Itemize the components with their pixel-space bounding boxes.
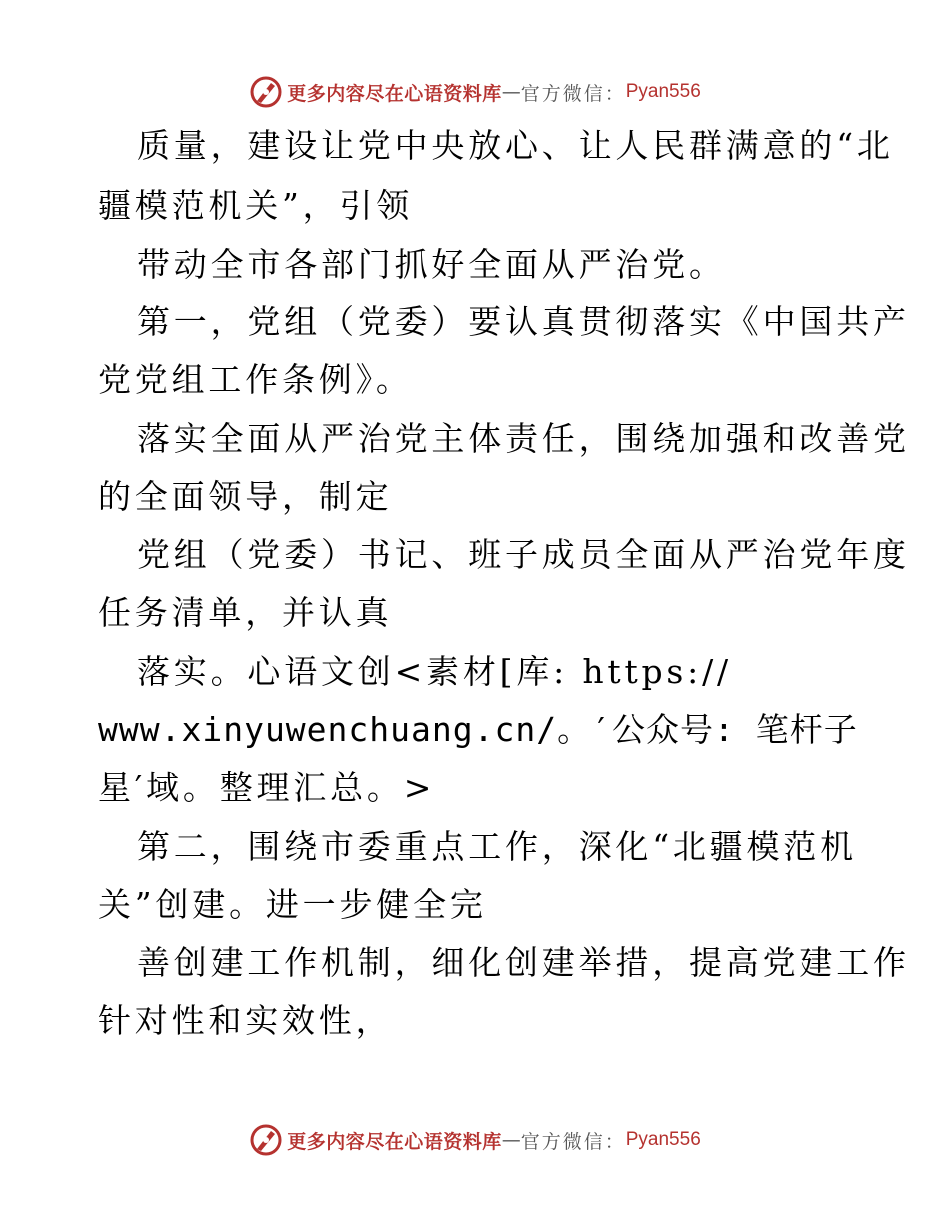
footer-brand-text: 更多内容尽在心语资料库 xyxy=(287,1130,502,1153)
text-line: 落实全面从严治党主体责任，围绕加强和改善党 xyxy=(137,419,910,458)
text-line: 第一，党组（党委）要认真贯彻落实《中国共产 xyxy=(137,302,910,341)
footer-official-label: 官方微信： xyxy=(520,1130,626,1153)
text-line: 第二，围绕市委重点工作，深化“北疆模范机 xyxy=(137,827,857,866)
text-line: 质量，建设让党中央放心、让人民群满意的“北 xyxy=(137,126,894,165)
text-line: 任务清单，并认真 xyxy=(98,593,393,632)
text-line: 党组（党委）书记、班子成员全面从严治党年度 xyxy=(137,535,910,574)
text-line: 带动全市各部门抓好全面从严治党。 xyxy=(137,245,726,284)
text-line: 星′域。整理汇总。> xyxy=(98,768,436,807)
text-line: 疆模范机关”，引领 xyxy=(98,186,414,225)
header-dash: — xyxy=(501,81,521,103)
quill-logo-icon xyxy=(249,1123,283,1157)
footer-wechat-id: Pyan556 xyxy=(625,1129,701,1150)
header-wechat-id: Pyan556 xyxy=(625,81,701,102)
text-line: 关”创建。进一步健全完 xyxy=(98,885,487,924)
text-line: www.xinyuwenchuang.cn/。′公众号: 笔杆子 xyxy=(98,710,858,749)
header-brand-text: 更多内容尽在心语资料库 xyxy=(287,82,502,105)
text-line: 针对性和实效性， xyxy=(98,1001,393,1040)
text-line: 的全面领导，制定 xyxy=(98,477,393,516)
text-line: 善创建工作机制，细化创建举措，提高党建工作 xyxy=(137,943,910,982)
header-official-label: 官方微信： xyxy=(520,82,626,105)
footer-banner xyxy=(0,1118,950,1162)
footer-dash: — xyxy=(501,1129,521,1151)
text-line: 党党组工作条例》。 xyxy=(98,360,413,399)
text-line: 落实。心语文创<素材[库: https:// xyxy=(137,652,732,691)
